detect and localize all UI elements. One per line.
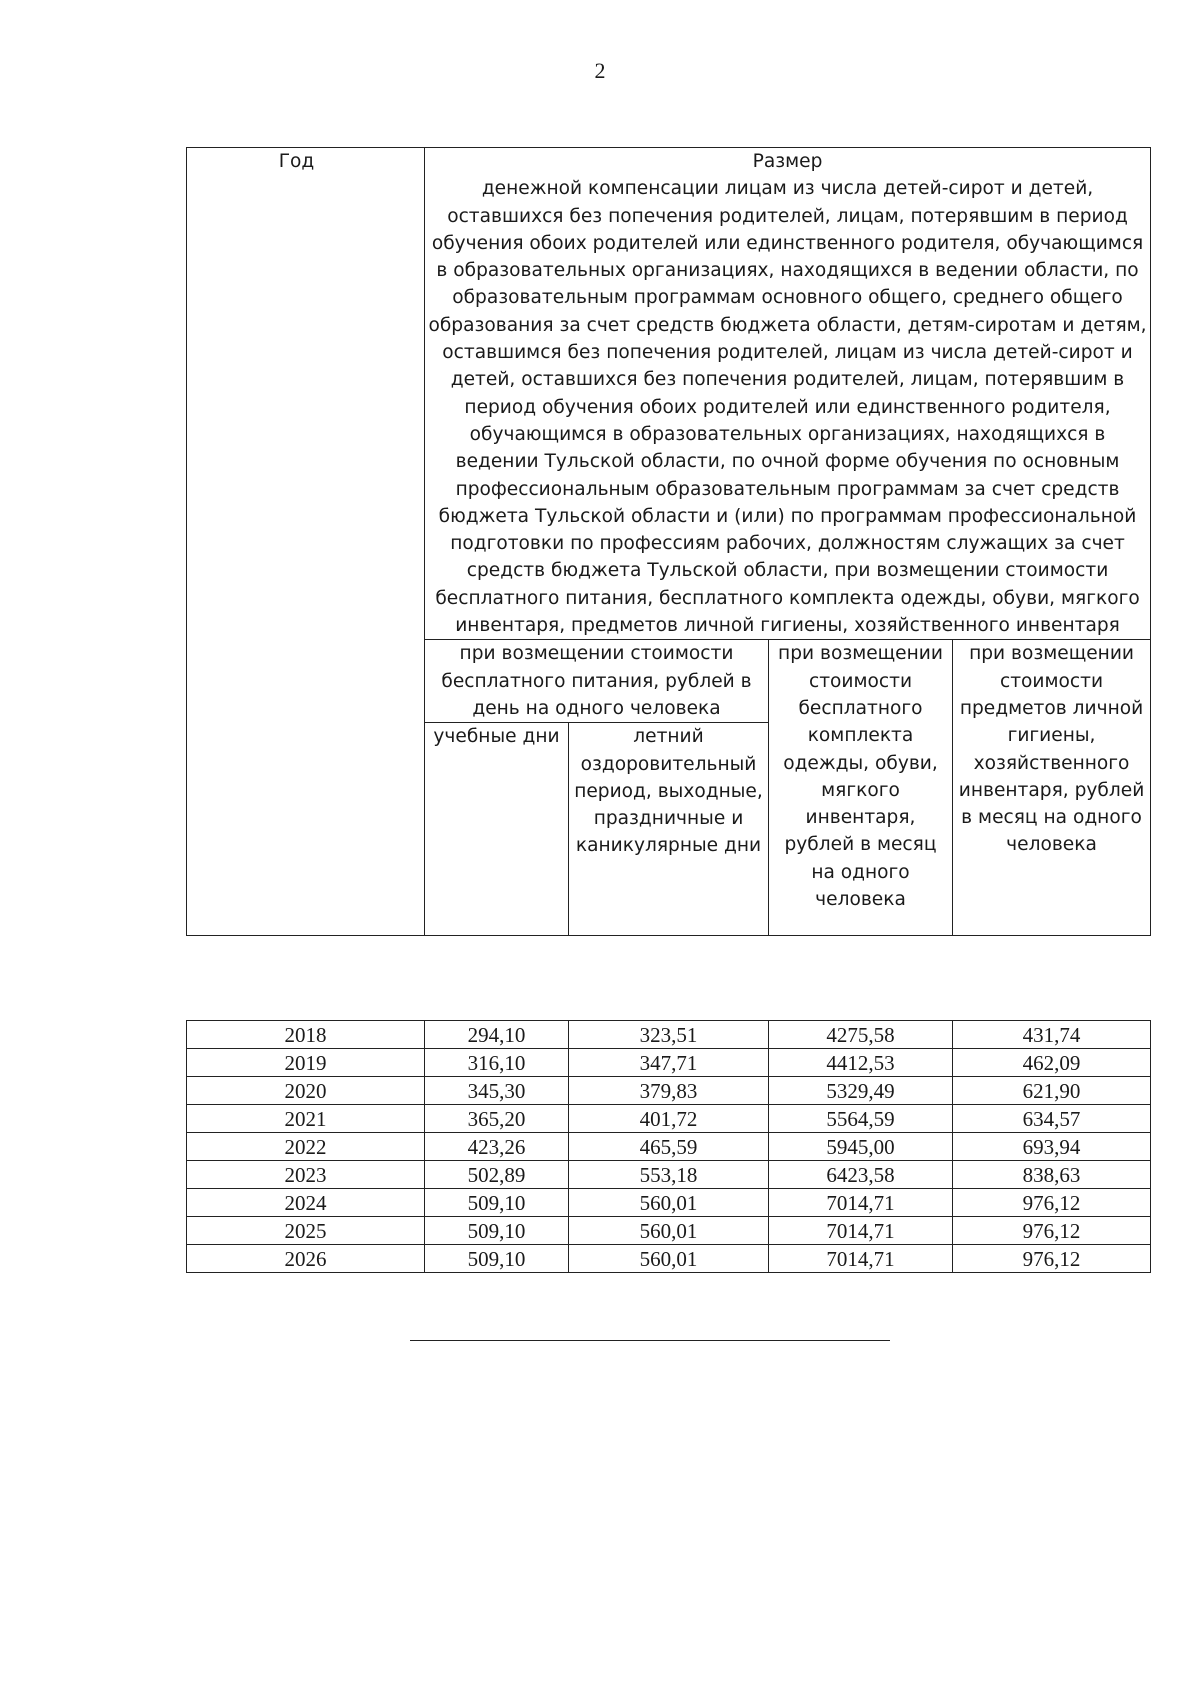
- year-cell: 2018: [187, 1021, 425, 1049]
- table-row: [187, 1049, 1151, 1077]
- year-cell: 2023: [187, 1161, 425, 1189]
- year-cell: 2024: [187, 1189, 425, 1217]
- hygiene-cell: 976,12: [953, 1189, 1151, 1217]
- year-cell: 2026: [187, 1245, 425, 1273]
- hygiene-column-header: при возмещении стоимости предметов личной гигиены, хозяйственного инвентаря, рублей в месяц на одного человека: [953, 640, 1151, 936]
- size-description: денежной компенсации лицам из числа детей-сирот и детей, оставшихся без попечения родителей, лицам, потерявшим в период обучения обоих родителей или единственного родителя, обучающимся в образовательных организациях, находящихся в ведении области, по образовательным программам основного общего, среднего общего образования за счет средств бюджета области, детям-сиротам и детям, оставшимся без попечения родителей, лицам из числа детей-сирот и детей, оставшихся без попечения родителей, лицам, потерявшим в период обучения обоих родителей или единственного родителя, обучающимся в образовательных организациях, находящихся в ведении Тульской области, по очной форме обучения по основным профессиональным образовательным программам за счет средств бюджета Тульской области и (или) по программам профессиональной подготовки по профессиям рабочих, должностям служащих за счет средств бюджета Тульской области, при возмещении стоимости бесплатного питания, бесплатного комплекта одежды, обуви, мягкого инвентаря, предметов личной гигиены, хозяйственного инвентаря: [428, 178, 1147, 637]
- summer-days-cell: 347,71: [569, 1049, 769, 1077]
- hygiene-cell: 621,90: [953, 1077, 1151, 1105]
- school-days-cell: 502,89: [425, 1161, 569, 1189]
- hygiene-cell: 976,12: [953, 1217, 1151, 1245]
- school-days-cell: 365,20: [425, 1105, 569, 1133]
- school-days-cell: 345,30: [425, 1077, 569, 1105]
- summer-days-cell: 323,51: [569, 1021, 769, 1049]
- school-days-cell: 423,26: [425, 1133, 569, 1161]
- school-days-header: учебные дни: [425, 723, 569, 936]
- clothing-cell: 5329,49: [769, 1077, 953, 1105]
- hygiene-cell: 693,94: [953, 1133, 1151, 1161]
- table-row: [187, 1077, 1151, 1105]
- hygiene-cell: 431,74: [953, 1021, 1151, 1049]
- table-row: [187, 1133, 1151, 1161]
- year-cell: 2021: [187, 1105, 425, 1133]
- year-cell: 2020: [187, 1077, 425, 1105]
- school-days-cell: 509,10: [425, 1217, 569, 1245]
- hygiene-cell: 976,12: [953, 1245, 1151, 1273]
- table-row: [187, 1105, 1151, 1133]
- clothing-cell: 6423,58: [769, 1161, 953, 1189]
- summer-days-cell: 553,18: [569, 1161, 769, 1189]
- summer-days-cell: 465,59: [569, 1133, 769, 1161]
- clothing-cell: 7014,71: [769, 1245, 953, 1273]
- year-column-header: Год: [187, 148, 425, 936]
- food-group-header: при возмещении стоимости бесплатного питания, рублей в день на одного человека: [425, 640, 769, 723]
- year-cell: 2019: [187, 1049, 425, 1077]
- clothing-column-header: при возмещении стоимости бесплатного комплекта одежды, обуви, мягкого инвентаря, рублей в месяц на одного человека: [769, 640, 953, 936]
- clothing-cell: 5945,00: [769, 1133, 953, 1161]
- size-header: [425, 148, 1151, 640]
- clothing-cell: 7014,71: [769, 1217, 953, 1245]
- summer-days-cell: 379,83: [569, 1077, 769, 1105]
- clothing-cell: 7014,71: [769, 1189, 953, 1217]
- hygiene-cell: 838,63: [953, 1161, 1151, 1189]
- table-row: [187, 1161, 1151, 1189]
- year-cell: 2022: [187, 1133, 425, 1161]
- school-days-cell: 294,10: [425, 1021, 569, 1049]
- clothing-cell: 4275,58: [769, 1021, 953, 1049]
- year-cell: 2025: [187, 1217, 425, 1245]
- school-days-cell: 509,10: [425, 1245, 569, 1273]
- table-row: [187, 1217, 1151, 1245]
- hygiene-cell: 462,09: [953, 1049, 1151, 1077]
- clothing-cell: 4412,53: [769, 1049, 953, 1077]
- summer-days-cell: 560,01: [569, 1245, 769, 1273]
- page-number: 2: [594, 58, 606, 83]
- table-row: [187, 1021, 1151, 1049]
- clothing-cell: 5564,59: [769, 1105, 953, 1133]
- summer-days-cell: 560,01: [569, 1217, 769, 1245]
- hygiene-cell: 634,57: [953, 1105, 1151, 1133]
- size-title: Размер: [752, 151, 823, 172]
- closing-rule: [410, 1340, 890, 1341]
- summer-days-header: летний оздоровительный период, выходные, праздничные и каникулярные дни: [569, 723, 769, 936]
- table-row: [187, 1189, 1151, 1217]
- compensation-table-header: [186, 147, 1151, 936]
- compensation-table-body: [186, 1020, 1151, 1273]
- summer-days-cell: 560,01: [569, 1189, 769, 1217]
- school-days-cell: 509,10: [425, 1189, 569, 1217]
- school-days-cell: 316,10: [425, 1049, 569, 1077]
- table-row: [187, 1245, 1151, 1273]
- summer-days-cell: 401,72: [569, 1105, 769, 1133]
